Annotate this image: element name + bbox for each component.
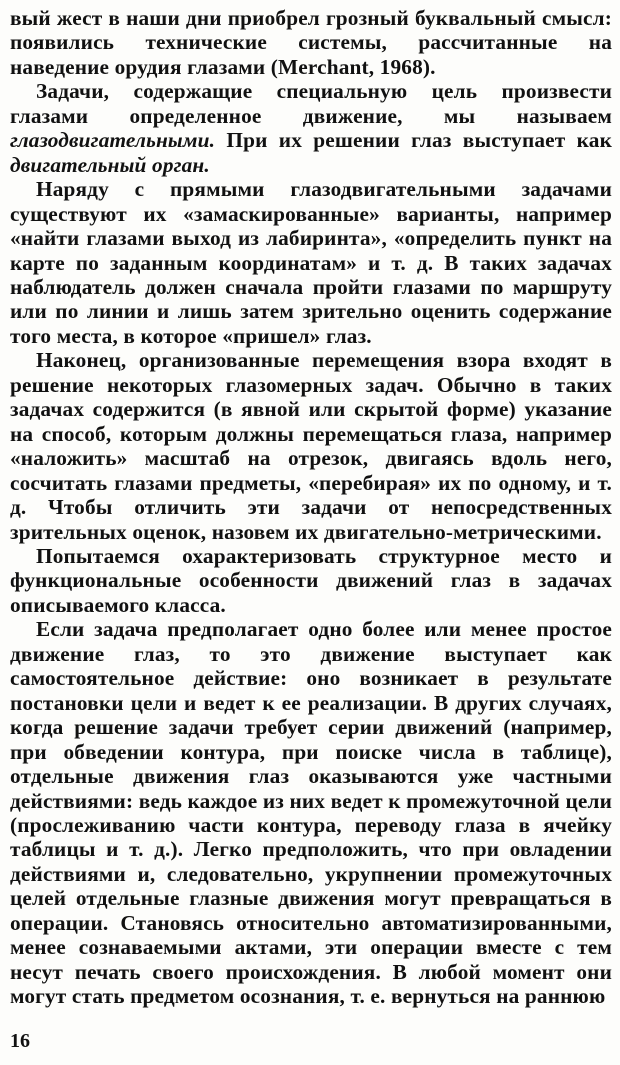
page-number: 16 xyxy=(10,1030,30,1052)
paragraph-6-text: Если задача предполагает одно более или менее простое движение глаз, то это движение выступает как самостоятельное действие: оно возникает в результате постановки цели и ведет к ее реализации. В других случаях, когда решение задачи требует серии движений (например, при обведении контура, при поиске числа в таблице), отдельные движения глаз оказываются уже частными действиями: ведь каждое из них ведет к промежуточной цели (прослеживанию части контура, переводу глаза в ячейку таблицы и т. д.). Легко предположить, что при овладении действиями и, следовательно, укрупнении промежуточных целей отдельные глазные движения могут превращаться в операции. Становясь относительно автоматизированными, менее сознаваемыми актами, эти операции вместе с тем несут печать своего происхождения. В любой момент они могут стать предметом осознания, т. е. вернуться на раннюю xyxy=(10,617,612,1009)
paragraph-3 xyxy=(10,177,612,348)
paragraph-2-text-b: При их решении глаз выступает как xyxy=(215,128,612,153)
paragraph-1 xyxy=(10,6,612,79)
paragraph-2 xyxy=(10,79,612,177)
page-text xyxy=(10,6,612,1009)
paragraph-3-text: Наряду с прямыми глазодвигательными задачами существуют их «замаскированные» варианты, например «найти глазами выход из лабиринта», «определить пункт на карте по заданным координатам» и т. д. В таких задачах наблюдатель должен сначала пройти глазами по маршруту или по линии и лишь затем зрительно оценить содержание того места, в которое «пришел» глаз. xyxy=(10,177,612,348)
paragraph-4-text: Наконец, организованные перемещения взора входят в решение некоторых глазомерных задач. Обычно в таких задачах содержится (в явной или скрытой форме) указание на способ, которым должны перемещаться глаза, например «наложить» масштаб на отрезок, двигаясь вдоль него, сосчитать глазами предметы, «перебирая» их по одному, и т. д. Чтобы отличить эти задачи от непосредственных зрительных оценок, назовем их двигательно-метрическими. xyxy=(10,348,612,544)
paragraph-5 xyxy=(10,544,612,617)
paragraph-4 xyxy=(10,348,612,544)
paragraph-6 xyxy=(10,617,612,1008)
paragraph-5-text: Попытаемся охарактеризовать структурное место и функциональные особенности движений глаз в задачах описываемого класса. xyxy=(10,543,612,617)
paragraph-1-text: вый жест в наши дни приобрел грозный буквальный смысл: появились технические системы, рассчитанные на наведение орудия глазами (Merchant, 1968). xyxy=(10,6,612,79)
paragraph-2-text-a: Задачи, содержащие специальную цель произвести глазами определенное движение, мы называем xyxy=(10,79,612,128)
term-glazodvigatelnymi: глазодвигательными. xyxy=(10,128,216,153)
term-dvigatelnyi-organ: двигательный орган. xyxy=(10,152,210,177)
